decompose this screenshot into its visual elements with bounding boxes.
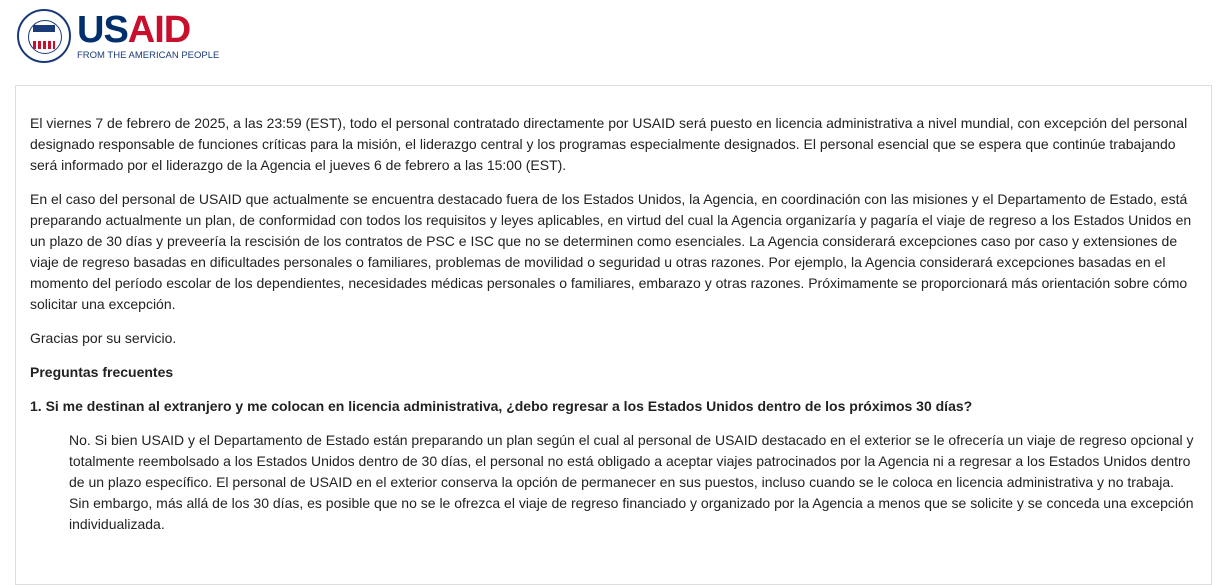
content-box bbox=[15, 85, 1212, 585]
usaid-logo[interactable] bbox=[77, 11, 219, 61]
paragraph-announcement: El viernes 7 de febrero de 2025, a las 23:59 (EST), todo el personal contratado directamente por USAID será puesto en licencia administrativa a nivel mundial, con excepción del personal designado responsable de funciones críticas para la misión, el liderazgo central y los programas especialmente designados. El personal esencial que se espera que continúe trabajando será informado por el liderazgo de la Agencia el jueves 6 de febrero a las 15:00 (EST). bbox=[30, 115, 1188, 173]
faq-answer-1: No. Si bien USAID y el Departamento de Estado están preparando un plan según el cual al personal de USAID destacado en el exterior se le ofrecería un viaje de regreso opcional y totalmente reembolsado a los Estados Unidos dentro de 30 días, el personal no está obligado a aceptar viajes patrocinados por la Agencia ni a regresar a los Estados Unidos dentro de un plazo específico. El personal de USAID en el exterior conserva la opción de permanecer en sus puestos, incluso cuando se le coloca en licencia administrativa y no trabaja. Sin embargo, más allá de los 30 días, es posible que no se le ofrezca el viaje de regreso financiado y organizado por la Agencia a menos que se solicite y se conceda una excepción individualizada. bbox=[69, 432, 1194, 532]
header bbox=[0, 0, 1230, 84]
faq-heading: Preguntas frecuentes bbox=[30, 364, 174, 380]
paragraph-thanks: Gracias por su servicio. bbox=[30, 330, 177, 346]
paragraph-overseas-staff: En el caso del personal de USAID que actualmente se encuentra destacado fuera de los Estados Unidos, la Agencia, en coordinación con las misiones y el Departamento de Estado, está preparando actualmente un plan, de conformidad con todos los requisitos y leyes aplicables, en virtud del cual la Agencia organizaría y pagaría el viaje de regreso a los Estados Unidos en un plazo de 30 días y preveería la rescisión de los contratos de PSC e ISC que no se determinen como esenciales. La Agencia considerará excepciones caso por caso y extensiones de viaje de regreso basadas en dificultades personales o familiares, problemas de movilidad o seguridad u otras razones. Por ejemplo, la Agencia considerará excepciones basadas en el momento del período escolar de los dependientes, necesidades médicas personales o familiares, embarazo y otras razones. Próximamente se proporcionará más orientación sobre cómo solicitar una excepción. bbox=[30, 191, 1192, 312]
logo-tagline: FROM THE AMERICAN PEOPLE bbox=[77, 50, 220, 61]
logo-us: US bbox=[77, 9, 128, 51]
logo-aid: AID bbox=[127, 9, 191, 51]
faq-question-1: 1. Si me destinan al extranjero y me colocan en licencia administrativa, ¿debo regresar a los Estados Unidos dentro de los próximos 30 días? bbox=[30, 398, 973, 414]
usaid-seal-logo bbox=[17, 9, 71, 63]
